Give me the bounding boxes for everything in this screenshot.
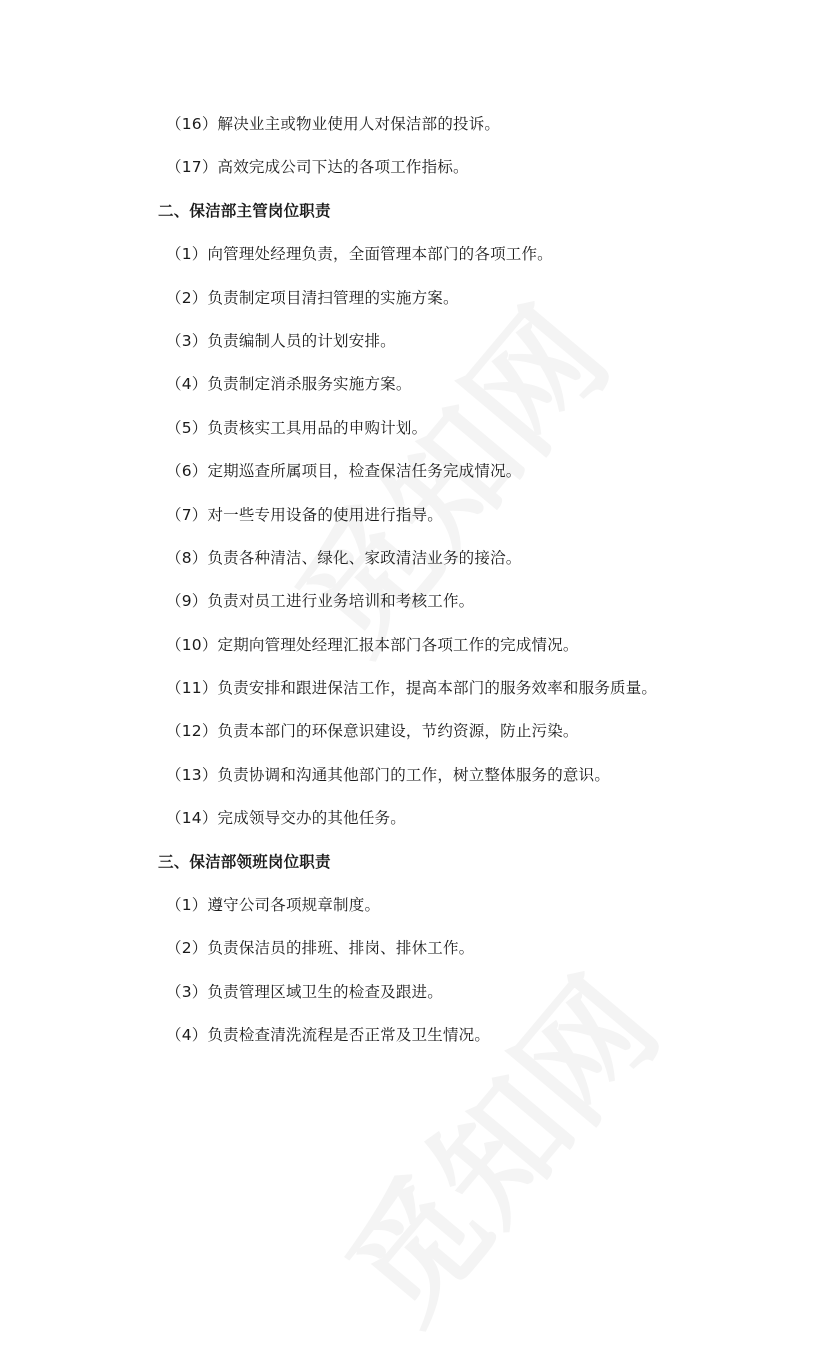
list-item: （14）完成领导交办的其他任务。 <box>166 809 406 828</box>
list-item: （12）负责本部门的环保意识建设，节约资源，防止污染。 <box>166 722 579 741</box>
list-item: （13）负责协调和沟通其他部门的工作，树立整体服务的意识。 <box>166 765 611 784</box>
list-item: （5）负责核实工具用品的申购计划。 <box>166 418 428 437</box>
list-item: （3）负责管理区域卫生的检查及跟进。 <box>166 982 443 1001</box>
list-item: （7）对一些专用设备的使用进行指导。 <box>166 505 443 524</box>
document-body <box>0 103 830 1058</box>
list-item: （9）负责对员工进行业务培训和考核工作。 <box>166 592 475 611</box>
list-item: （3）负责编制人员的计划安排。 <box>166 331 396 350</box>
list-item: （2）负责保洁员的排班、排岗、排休工作。 <box>166 939 475 958</box>
list-item: （1）向管理处经理负责，全面管理本部门的各项工作。 <box>166 245 553 264</box>
list-item: （10）定期向管理处经理汇报本部门各项工作的完成情况。 <box>166 635 579 654</box>
list-item: （4）负责制定消杀服务实施方案。 <box>166 375 412 394</box>
list-item: （2）负责制定项目清扫管理的实施方案。 <box>166 288 459 307</box>
list-item: （11）负责安排和跟进保洁工作，提高本部门的服务效率和服务质量。 <box>166 679 658 698</box>
list-item: （17）高效完成公司下达的各项工作指标。 <box>166 158 469 177</box>
list-item: （4）负责检查清洗流程是否正常及卫生情况。 <box>166 1026 491 1045</box>
list-item: （6）定期巡查所属项目，检查保洁任务完成情况。 <box>166 462 522 481</box>
section-heading: 二、保洁部主管岗位职责 <box>158 201 331 220</box>
list-item: （8）负责各种清洁、绿化、家政清洁业务的接洽。 <box>166 548 522 567</box>
list-item: （16）解决业主或物业使用人对保洁部的投诉。 <box>166 115 501 133</box>
list-item: （1）遵守公司各项规章制度。 <box>166 896 381 915</box>
section-heading: 三、保洁部领班岗位职责 <box>158 852 331 871</box>
